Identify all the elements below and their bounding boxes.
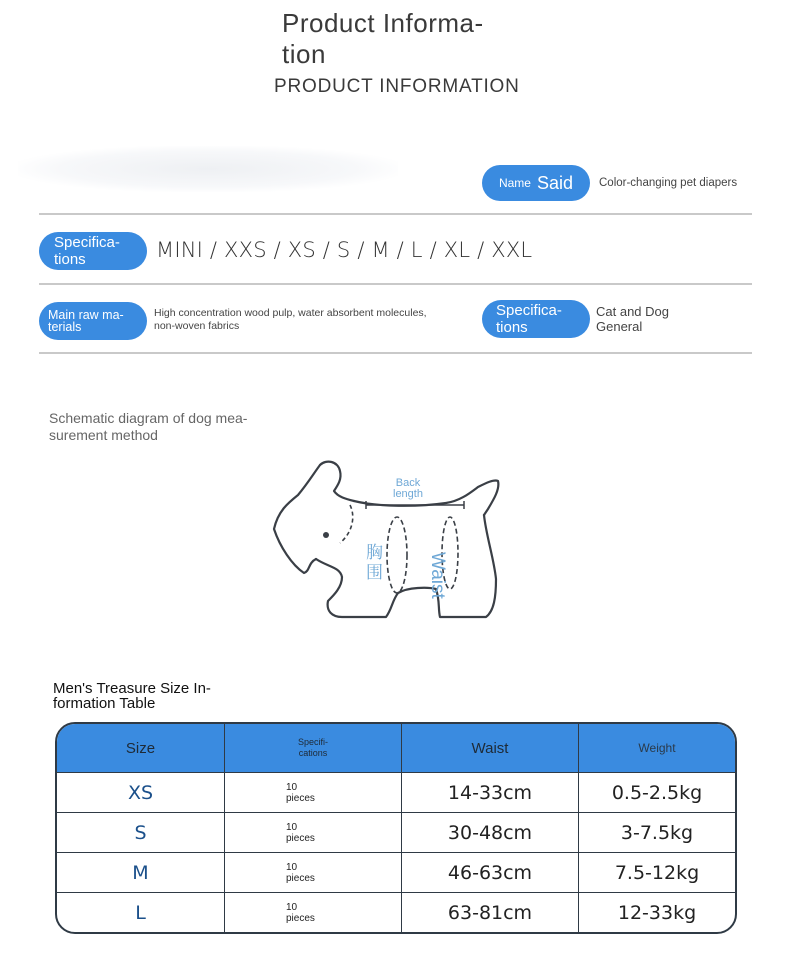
spec-sizes: MINI / XXS / XS / S / M / L / XL / XXL — [156, 238, 533, 262]
spec2-label-pill — [482, 300, 590, 338]
chest-label: 胸 围 — [366, 543, 383, 583]
cell-waist: 46-63cm — [402, 853, 579, 893]
header-specifications: Specifi- cations — [225, 724, 402, 773]
cell-weight: 3-7.5kg — [579, 813, 736, 853]
spec-label-pill — [39, 232, 147, 270]
spec-label: Specifica- tions — [54, 234, 120, 268]
divider-1 — [39, 213, 752, 215]
back-length-label: Back length — [393, 477, 423, 500]
cell-spec: 10 pieces — [225, 853, 402, 893]
collar-line — [340, 505, 353, 543]
cell-size: L — [57, 893, 225, 932]
material-label-pill — [39, 302, 147, 340]
cell-weight: 7.5-12kg — [579, 853, 736, 893]
header-weight: Weight — [579, 724, 736, 773]
page-subtitle: PRODUCT INFORMATION — [274, 76, 520, 97]
spec2-value: Cat and Dog General — [596, 304, 669, 334]
divider-3 — [39, 352, 752, 354]
cell-spec: 10 pieces — [225, 893, 402, 932]
table-row — [57, 853, 735, 893]
cell-waist: 63-81cm — [402, 893, 579, 932]
header-size: Size — [57, 724, 225, 773]
cell-size: M — [57, 853, 225, 893]
diagram-title: Schematic diagram of dog mea- surement method — [49, 410, 248, 443]
table-row — [57, 893, 735, 932]
name-label-pill — [482, 165, 590, 201]
cell-size: S — [57, 813, 225, 853]
blurred-banner — [18, 146, 398, 192]
cell-waist: 30-48cm — [402, 813, 579, 853]
name-label-small: Name — [498, 176, 531, 190]
name-label-big: Said — [536, 172, 574, 193]
size-table — [55, 722, 737, 934]
page-title: Product Informa- tion — [282, 8, 484, 69]
cell-spec: 10 pieces — [225, 813, 402, 853]
cell-weight: 0.5-2.5kg — [579, 773, 736, 813]
cell-weight: 12-33kg — [617, 901, 697, 924]
waist-label: Waist — [427, 552, 448, 599]
material-value: High concentration wood pulp, water absorbent molecules, non-woven fabrics — [154, 307, 427, 332]
table-row — [57, 773, 735, 813]
header-waist: Waist — [402, 724, 579, 773]
material-label: Main raw ma- terials — [48, 308, 124, 334]
table-row — [57, 813, 735, 853]
cell-size: XS — [57, 773, 225, 813]
cell-waist: 14-33cm — [402, 773, 579, 813]
name-value: Color-changing pet diapers — [599, 177, 738, 189]
cell-spec: 10 pieces — [225, 773, 402, 813]
spec2-label: Specifica- tions — [496, 302, 562, 336]
divider-2 — [39, 283, 752, 285]
table-title: Men's Treasure Size In- formation Table — [53, 680, 211, 712]
chest-measure — [387, 517, 407, 593]
